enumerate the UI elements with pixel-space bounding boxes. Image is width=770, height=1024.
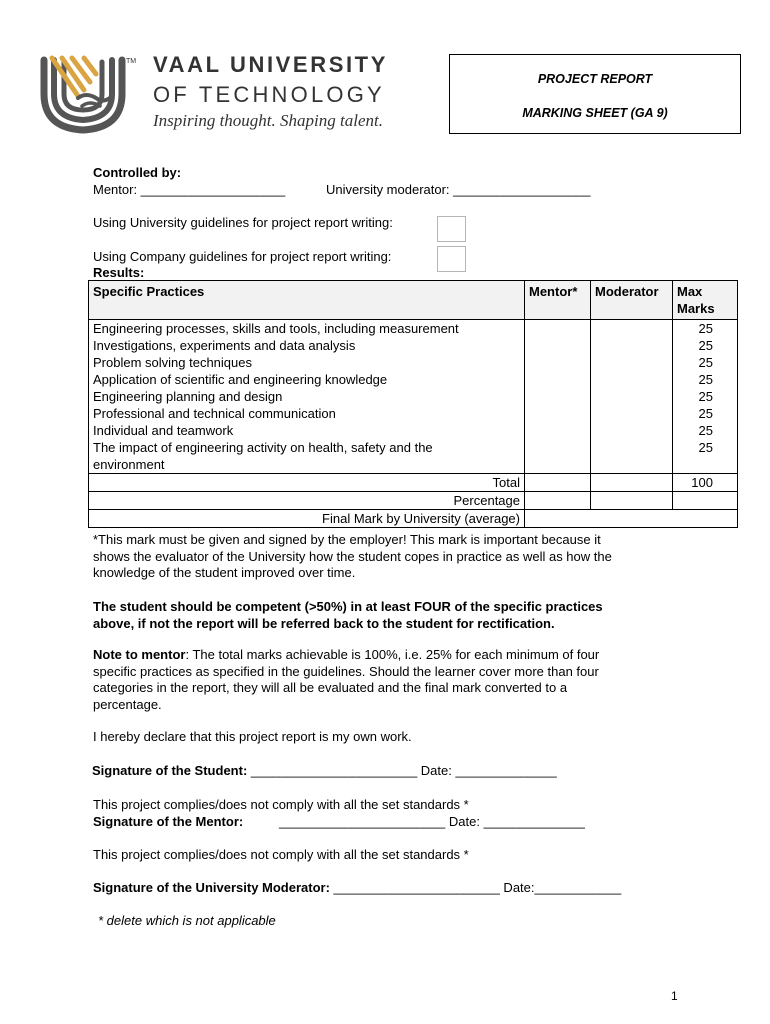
declaration-text: I hereby declare that this project report is my own work. [93,729,412,744]
final-mark-row [89,510,738,528]
mentor-signature-line[interactable]: _______________________ Date: ______________ [279,814,585,829]
table-row [89,422,738,439]
company-guidelines-label: Using Company guidelines for project report writing: [93,249,392,264]
practice-cell: Investigations, experiments and data analysis [89,337,525,354]
practice-cell: Professional and technical communication [89,405,525,422]
university-name-line1: VAAL UNIVERSITY [153,52,388,77]
competency-note: The student should be competent (>50%) in at least FOUR of the specific practices above, if not the report will be referred back to the student for rectification. [93,599,603,631]
title-line1: PROJECT REPORT [537,72,653,86]
table-row [89,439,738,474]
moderator-compliance-text: This project complies/does not comply with all the set standards * [93,847,469,862]
results-label: Results: [93,265,145,280]
total-max-cell: 100 [673,474,738,492]
mentor-line: Mentor: ____________________ [93,182,286,197]
moderator-mark-cell[interactable] [591,405,673,422]
mentor-mark-cell[interactable] [525,371,591,388]
employer-note: *This mark must be given and signed by the employer! This mark is important because it shows the evaluator of the University how the student copes in practice as well as how the knowledge of the student improved over time. [93,532,612,580]
moderator-signature-line[interactable]: Signature of the University Moderator: _______________________ Date:____________ [93,880,622,895]
table-row [89,320,738,338]
results-table [88,280,738,528]
student-signature-line[interactable]: Signature of the Student: _______________________ Date: ______________ [92,763,557,778]
max-mark-cell: 25 [673,320,738,338]
mentor-compliance-text: This project complies/does not comply with all the set standards * [93,797,469,812]
mentor-mark-cell[interactable] [525,354,591,371]
mentor-mark-cell[interactable] [525,439,591,474]
table-row [89,405,738,422]
practice-cell: Problem solving techniques [89,354,525,371]
specific-practices-header: Specific Practices [89,281,525,320]
university-logo-icon [38,52,128,134]
max-percentage-cell [673,492,738,510]
moderator-line: University moderator: ___________________ [326,182,591,197]
max-marks-header: Max Marks [673,281,738,320]
moderator-mark-cell[interactable] [591,371,673,388]
table-row [89,371,738,388]
mentor-header: Mentor* [525,281,591,320]
university-name-line2: OF TECHNOLOGY [153,82,385,107]
percentage-label: Percentage [89,492,525,510]
table-row [89,388,738,405]
mentor-percentage-cell[interactable] [525,492,591,510]
mentor-mark-cell[interactable] [525,320,591,338]
table-row [89,337,738,354]
max-mark-cell: 25 [673,371,738,388]
total-row [89,474,738,492]
mentor-mark-cell[interactable] [525,388,591,405]
moderator-mark-cell[interactable] [591,422,673,439]
university-tagline: Inspiring thought. Shaping talent. [153,111,383,130]
document-title-box [449,54,741,134]
max-mark-cell: 25 [673,354,738,371]
practice-cell: Engineering processes, skills and tools, including measurement [89,320,525,338]
mentor-mark-cell[interactable] [525,422,591,439]
mentor-mark-cell[interactable] [525,405,591,422]
university-guidelines-checkbox[interactable] [437,216,466,242]
percentage-row [89,492,738,510]
university-guidelines-label: Using University guidelines for project report writing: [93,215,393,230]
moderator-header: Moderator [591,281,673,320]
company-guidelines-checkbox[interactable] [437,246,466,272]
max-mark-cell: 25 [673,337,738,354]
table-row [89,354,738,371]
moderator-mark-cell[interactable] [591,320,673,338]
mentor-signature-label: Signature of the Mentor: [93,814,244,829]
delete-footnote: * delete which is not applicable [98,913,276,928]
max-mark-cell: 25 [673,439,738,474]
total-label: Total [89,474,525,492]
controlled-by-label: Controlled by: [93,165,182,180]
trademark-mark: TM [126,58,137,65]
final-mark-label: Final Mark by University (average) [89,510,525,528]
max-mark-cell: 25 [673,388,738,405]
moderator-mark-cell[interactable] [591,388,673,405]
title-line2: MARKING SHEET (GA 9) [522,106,668,120]
moderator-mark-cell[interactable] [591,439,673,474]
mentor-total-cell[interactable] [525,474,591,492]
max-mark-cell: 25 [673,422,738,439]
moderator-mark-cell[interactable] [591,354,673,371]
moderator-percentage-cell[interactable] [591,492,673,510]
practice-cell: The impact of engineering activity on health, safety and the environment [89,439,525,474]
moderator-total-cell[interactable] [591,474,673,492]
page-number: 1 [671,989,678,1003]
moderator-mark-cell[interactable] [591,337,673,354]
practice-cell: Application of scientific and engineering knowledge [89,371,525,388]
mentor-mark-cell[interactable] [525,337,591,354]
practice-cell: Engineering planning and design [89,388,525,405]
table-header-row [89,281,738,320]
mentor-note: Note to mentor: The total marks achievable is 100%, i.e. 25% for each minimum of four specific practices as specified in the guidelines. Should the learner cover more than four categories in the report, they will all be evaluated and the final mark converted to a percentage. [93,647,600,712]
practice-cell: Individual and teamwork [89,422,525,439]
max-mark-cell: 25 [673,405,738,422]
final-mark-cell[interactable] [525,510,738,528]
